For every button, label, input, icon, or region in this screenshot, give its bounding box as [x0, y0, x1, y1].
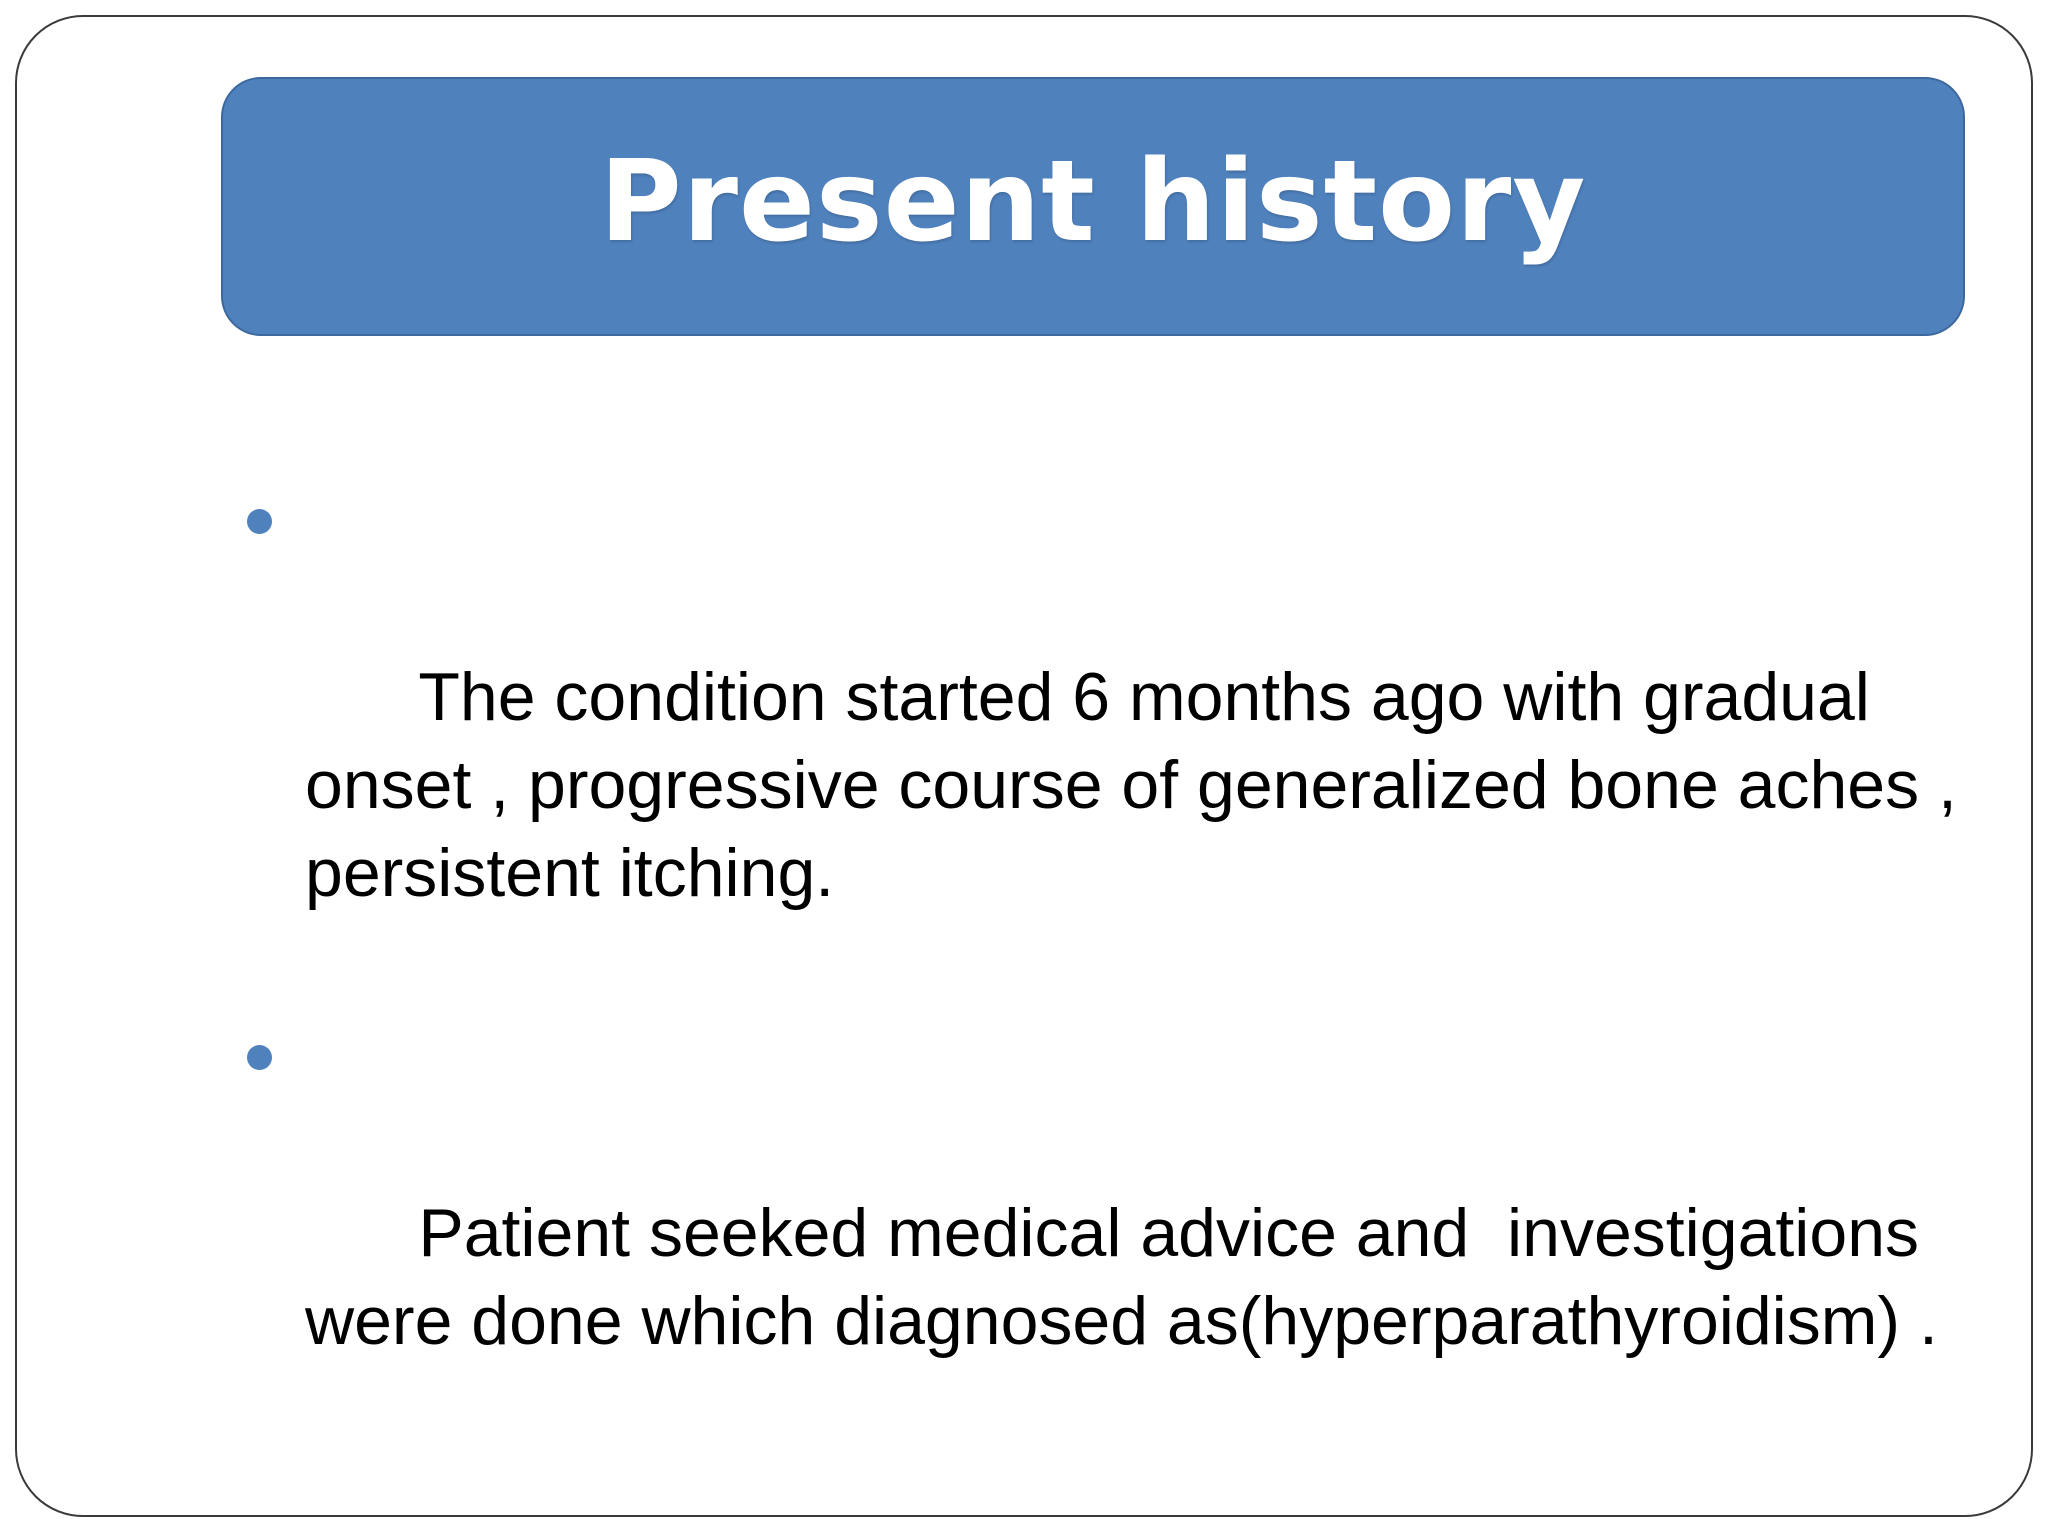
- slide: [15, 15, 2033, 1517]
- bullet-item: [247, 477, 1976, 1005]
- bullet-text: Patient seeked medical advice and investigations were done which diagnosed as(hyperparathyroidism) .: [305, 1195, 1938, 1359]
- slide-title: Present history: [599, 136, 1587, 267]
- bullet-text: The condition started 6 months ago with gradual onset , progressive course of generalized bone aches , persistent itching.: [305, 659, 1976, 911]
- bullet-item: [247, 1013, 1967, 1453]
- bullet-dot-icon: [247, 1045, 272, 1070]
- title-banner: [221, 77, 1965, 336]
- bullet-list: [247, 477, 1976, 1461]
- bullet-dot-icon: [247, 509, 272, 534]
